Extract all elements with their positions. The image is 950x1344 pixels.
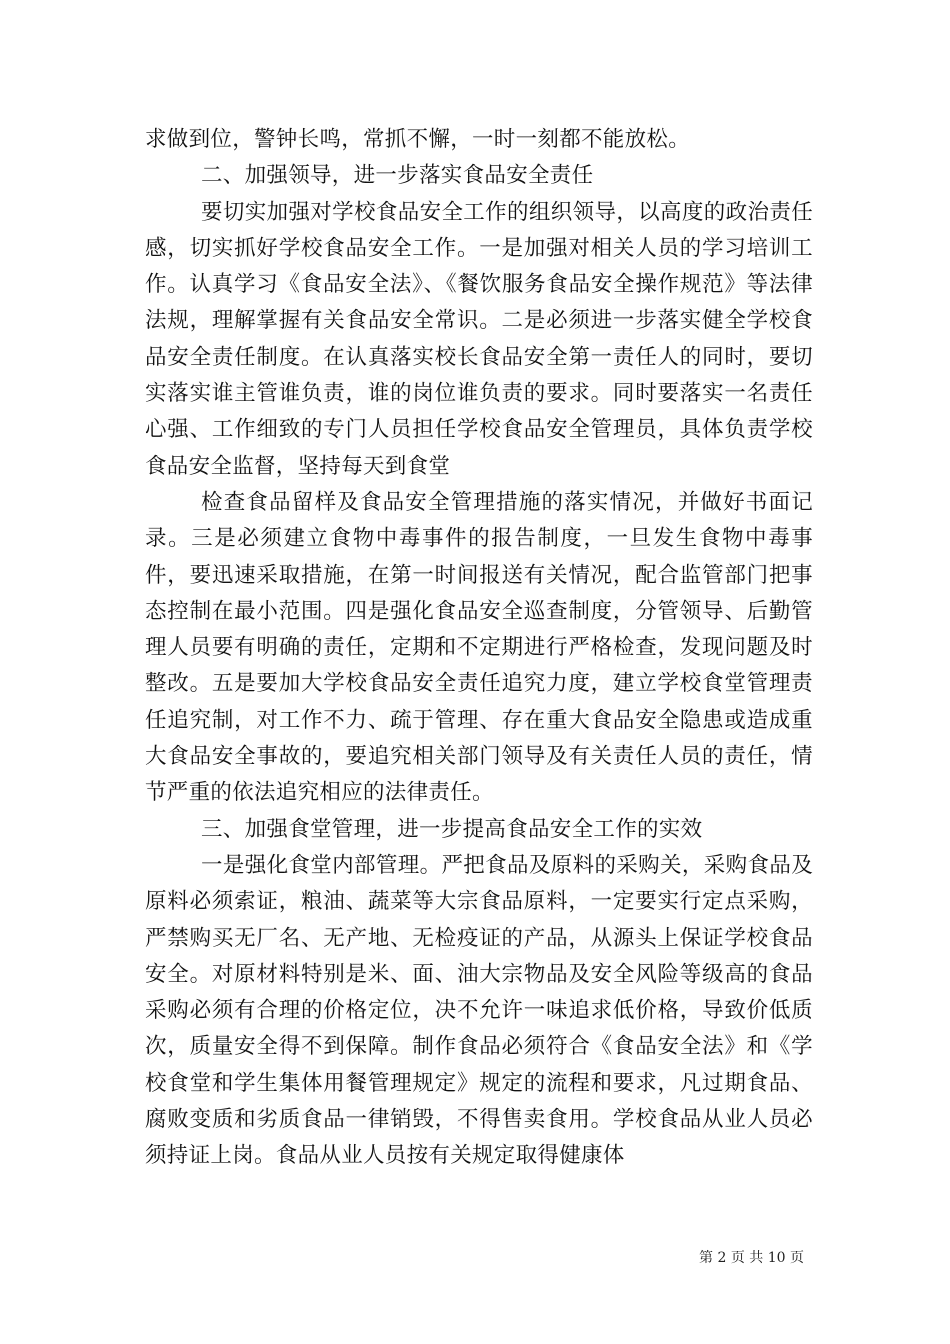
paragraph: 检查食品留样及食品安全管理措施的落实情况，并做好书面记录。三是必须建立食物中毒事件的报告制度，一旦发生食物中毒事件，要迅速采取措施，在第一时间报送有关情况，配合监管部门把事态控制在最小范围。四是强化食品安全巡查制度，分管领导、后勤管理人员要有明确的责任，定期和不定期进行严格检查，发现问题及时整改。五是要加大学校食品安全责任追究力度，建立学校食堂管理责任追究制，对工作不力、疏于管理、存在重大食品安全隐患或造成重大食品安全事故的，要追究相关部门领导及有关责任人员的责任，情节严重的依法追究相应的法律责任。 [145,489,813,806]
paragraph: 求做到位，警钟长鸣，常抓不懈，一时一刻都不能放松。 [145,127,691,152]
page-number-footer: 第 2 页 共 10 页 [699,1250,804,1266]
paragraph: 一是强化食堂内部管理。严把食品及原料的采购关，采购食品及原料必须索证，粮油、蔬菜等大宗食品原料，一定要实行定点采购，严禁购买无厂名、无产地、无检疫证的产品，从源头上保证学校食品安全。对原材料特别是米、面、油大宗物品及安全风险等级高的食品采购必须有合理的价格定位，决不允许一味追求低价格，导致价低质次，质量安全得不到保障。制作食品必须符合《食品安全法》和《学校食堂和学生集体用餐管理规定》规定的流程和要求，凡过期食品、腐败变质和劣质食品一律销毁，不得售卖食用。学校食品从业人员必须持证上岗。食品从业人员按有关规定取得健康体 [145,852,813,1169]
paragraph: 要切实加强对学校食品安全工作的组织领导，以高度的政治责任感，切实抓好学校食品安全工作。一是加强对相关人员的学习培训工作。认真学习《食品安全法》、《餐饮服务食品安全操作规范》等法律法规，理解掌握有关食品安全常识。二是必须进一步落实健全学校食品安全责任制度。在认真落实校长食品安全第一责任人的同时，要切实落实谁主管谁负责，谁的岗位谁负责的要求。同时要落实一名责任心强、工作细致的专门人员担任学校食品安全管理员，具体负责学校食品安全监督，坚持每天到食堂 [145,199,813,479]
document-body [145,122,813,1175]
section-heading: 三、加强食堂管理，进一步提高食品安全工作的实效 [201,816,703,842]
section-heading: 二、加强领导，进一步落实食品安全责任 [201,163,594,189]
